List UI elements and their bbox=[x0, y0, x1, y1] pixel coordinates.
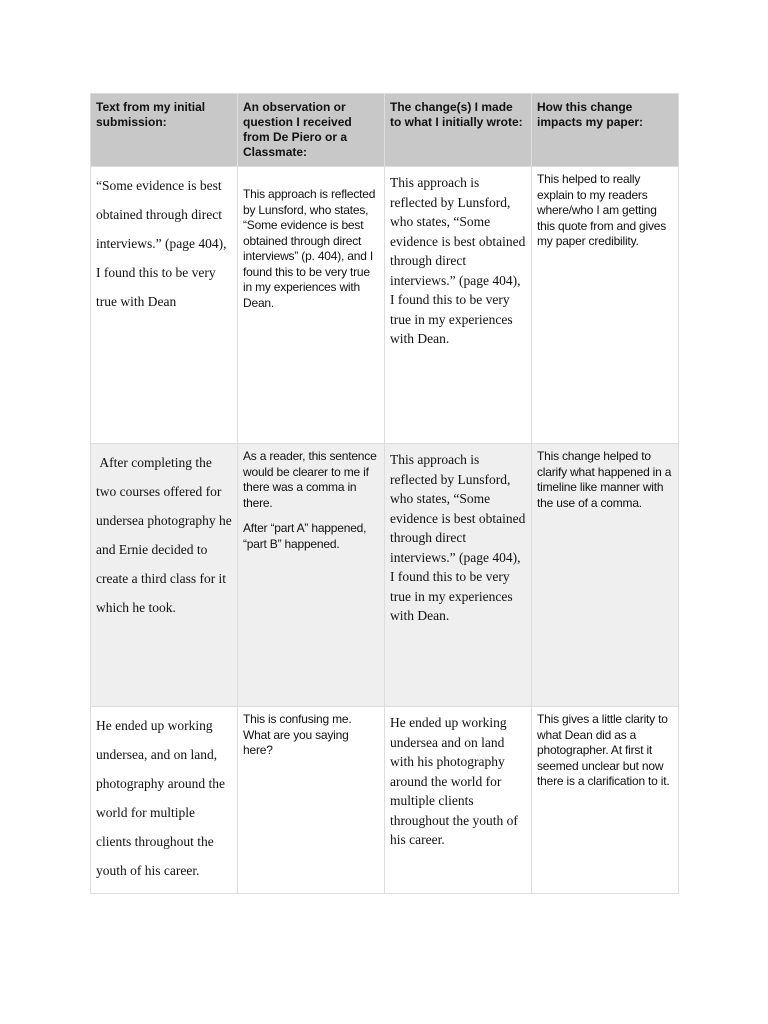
observation-cell: This approach is reflected by Lunsford, who states, “Some evidence is best obtained through direct interviews” (p. 404), and I found this to be very true in my experiences with Dean. bbox=[238, 167, 385, 444]
impact-cell: This change helped to clarify what happened in a timeline like manner with the use of a comma. bbox=[532, 444, 679, 707]
header-change: The change(s) I made to what I initially wrote: bbox=[385, 94, 532, 167]
change-cell: He ended up working undersea and on land with his photography around the world for multiple clients throughout the youth of his career. bbox=[385, 707, 532, 894]
observation-paragraph: After “part A” happened, “part B” happened. bbox=[243, 521, 367, 551]
change-cell: This approach is reflected by Lunsford, who states, “Some evidence is best obtained through direct interviews.” (page 404), I found this to be very true in my experiences with Dean. bbox=[385, 444, 532, 707]
original-text-cell: After completing the two courses offered for undersea photography he and Ernie decided to create a third class for it which he took. bbox=[91, 444, 238, 707]
table-row bbox=[91, 444, 679, 707]
change-cell: This approach is reflected by Lunsford, who states, “Some evidence is best obtained through direct interviews.” (page 404), I found this to be very true in my experiences with Dean. bbox=[385, 167, 532, 444]
table-row bbox=[91, 167, 679, 444]
revision-table bbox=[90, 93, 679, 894]
original-text-cell: “Some evidence is best obtained through direct interviews.” (page 404), I found this to be very true with Dean bbox=[91, 167, 238, 444]
header-impact: How this change impacts my paper: bbox=[532, 94, 679, 167]
header-observation: An observation or question I received from De Piero or a Classmate: bbox=[238, 94, 385, 167]
observation-cell bbox=[238, 444, 385, 707]
header-original-text: Text from my initial submission: bbox=[91, 94, 238, 167]
impact-cell: This gives a little clarity to what Dean did as a photographer. At first it seemed unclear but now there is a clarification to it. bbox=[532, 707, 679, 894]
original-text-cell: He ended up working undersea, and on land, photography around the world for multiple clients throughout the youth of his career. bbox=[91, 707, 238, 894]
header-row bbox=[91, 94, 679, 167]
observation-paragraph: As a reader, this sentence would be clearer to me if there was a comma in there. bbox=[243, 449, 377, 510]
impact-cell: This helped to really explain to my readers where/who I am getting this quote from and gives my paper credibility. bbox=[532, 167, 679, 444]
table-row bbox=[91, 707, 679, 894]
observation-cell: This is confusing me. What are you saying here? bbox=[238, 707, 385, 894]
